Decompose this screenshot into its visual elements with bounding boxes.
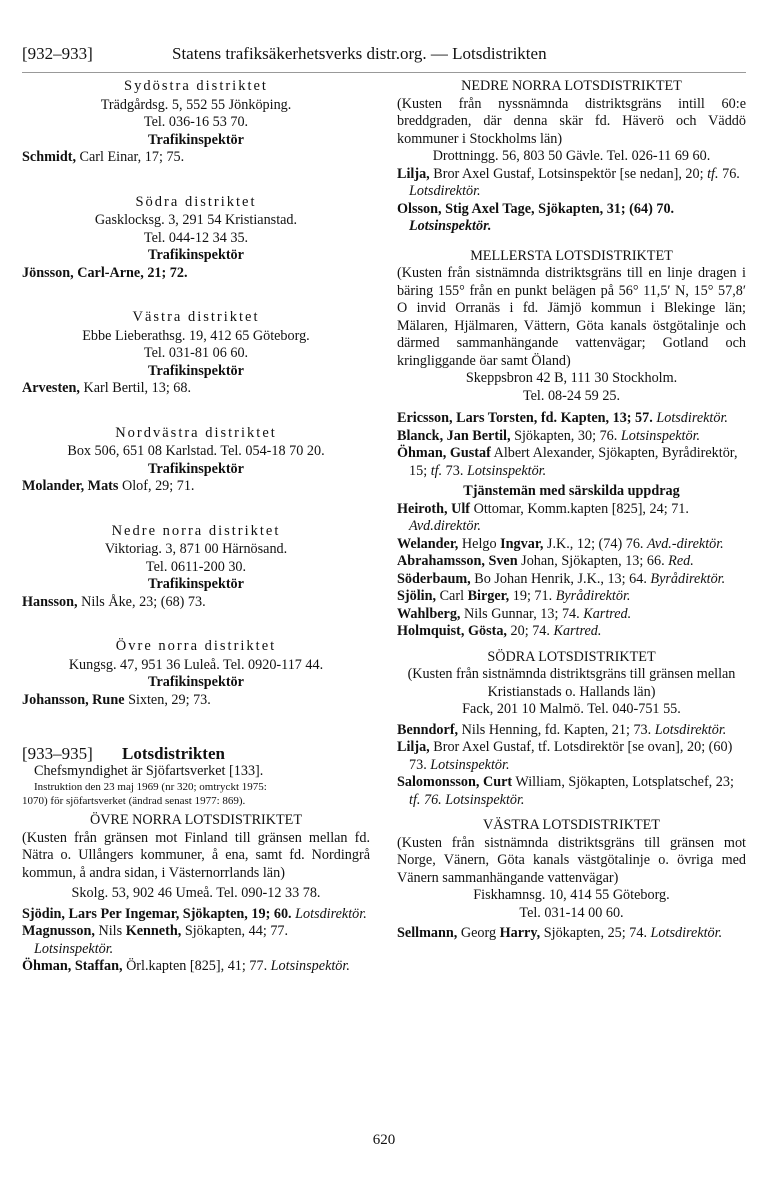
person-title: Avd.direktör.	[409, 518, 481, 534]
person-title: Lotsinspektör.	[620, 427, 701, 444]
person-title: Byrådirektör.	[650, 570, 726, 587]
person-details: Georg	[457, 925, 500, 941]
person-name-part: Ingvar,	[500, 535, 544, 552]
instruction-line-1: Instruktion den 23 maj 1969 (nr 320; omtryckt 1975:	[34, 781, 267, 793]
district-address: Fack, 201 10 Malmö. Tel. 040-751 55.	[462, 701, 681, 717]
person-entry	[397, 501, 746, 536]
running-header	[22, 44, 746, 68]
person-name: Benndorf,	[397, 721, 459, 738]
district-block	[22, 194, 370, 283]
person-details: Johan, Sjökapten, 13; 66.	[517, 553, 669, 569]
person-entry	[397, 606, 746, 624]
person-name: Abrahamsson, Sven	[397, 553, 518, 569]
person-details: 19; 71.	[509, 588, 556, 604]
district-person	[22, 594, 370, 612]
district-description: (Kusten från sistnämnda distriktsgräns till gränsen mot Norge, Vänern, Göta kanals västgötalinje o. övriga med Vänern sammanhängande vattenvägar)	[397, 834, 746, 886]
person-title: Lotsinspektör.	[466, 462, 547, 479]
section-number: [933–935]	[22, 744, 93, 763]
person-details: Bo Johan Henrik, J.K., 13; 64.	[470, 570, 651, 587]
person-name: Lilja,	[397, 165, 430, 182]
district-name: Nedre norra distriktet	[111, 522, 281, 539]
district-role: Trafikinspektör	[148, 674, 244, 690]
district-description: (Kusten från gränsen mot Finland till gränsen mellan fd. Nätra o. Ullångers kommuner, å ena, samt fd. Nordingrå kommun, å andra sidan, i Västernorrlands län)	[22, 829, 370, 881]
district-block	[22, 523, 370, 612]
district-person	[22, 692, 370, 710]
person-name: Holmquist, Gösta,	[397, 623, 507, 639]
person-entry	[397, 553, 746, 571]
district-address: Box 506, 651 08 Karlstad. Tel. 054-18 70 20.	[67, 443, 325, 459]
page-range: [932–933]	[22, 44, 93, 63]
person-name: Jönsson, Carl-Arne, 21; 72.	[22, 264, 188, 281]
section-lotsdistrikten	[22, 745, 370, 976]
person-title: Red.	[668, 553, 694, 569]
district-role: Trafikinspektör	[148, 576, 244, 592]
district-role: Trafikinspektör	[148, 460, 244, 477]
person-title: Lotsdirektör.	[409, 183, 481, 199]
person-name: Öhman, Gustaf	[397, 445, 491, 461]
person-title: Lotsinspektör.	[270, 958, 350, 974]
person-name: Sjölin,	[397, 588, 437, 604]
person-details: 20; 74.	[506, 623, 554, 639]
person-entry	[22, 958, 370, 976]
district-address: Kungsg. 47, 951 36 Luleå. Tel. 0920-117 44.	[68, 656, 324, 673]
person-details: J.K., 12; (74) 76.	[543, 535, 648, 552]
chef-line: Chefsmyndighet är Sjöfartsverket [133].	[34, 762, 264, 779]
person-details: Bror Axel Gustaf, tf. Lotsdirektör [se ovan], 20; (60) 73.	[409, 739, 733, 773]
person-name: Schmidt,	[22, 149, 76, 165]
person-details: Sjökapten, 25; 74.	[540, 925, 651, 941]
person-details: Albert Alexander, Sjökapten, Byrådirektör, 15;	[409, 445, 738, 479]
person-name: Ericsson, Lars Torsten, fd. Kapten, 13; 57.	[397, 410, 653, 426]
person-details: Sjökapten, 44; 77.	[181, 923, 289, 939]
district-heading: ÖVRE NORRA LOTSDISTRIKTET	[89, 812, 303, 828]
person-title: Lotsdirektör.	[295, 905, 367, 922]
district-description: (Kusten från sistnämnda distriktsgräns till gränsen mellan Kristianstads o. Hallands län)	[407, 666, 736, 700]
district-tel: Tel. 0611-200 30.	[145, 558, 247, 575]
district-role: Trafikinspektör	[148, 131, 244, 148]
district-address: Ebbe Lieberathsg. 19, 412 65 Göteborg.	[82, 327, 310, 344]
subheading: Tjänstemän med särskilda uppdrag	[463, 483, 680, 499]
person-details: Örl.kapten [825], 41; 77.	[122, 958, 271, 974]
person-name: Welander,	[397, 535, 459, 552]
person-name: Söderbaum,	[397, 570, 471, 587]
person-details: Nils Gunnar, 13; 74.	[460, 605, 584, 622]
district-person	[22, 149, 370, 167]
person-details: Bror Axel Gustaf, Lotsinspektör [se nedan], 20;	[429, 165, 708, 182]
district-block	[22, 78, 370, 167]
person-details: Helgo	[458, 535, 501, 552]
district-address: Drottningg. 56, 803 50 Gävle. Tel. 026-11 69 60.	[432, 148, 711, 164]
person-entry	[397, 201, 746, 236]
right-column	[397, 78, 746, 943]
person-name: Molander, Mats	[22, 478, 119, 494]
district-name: Nordvästra distriktet	[115, 424, 277, 441]
person-title: Kartred.	[553, 623, 602, 639]
person-entry	[397, 623, 746, 641]
person-name: Sjödin, Lars Per Ingemar, Sjökapten, 19; 60.	[22, 905, 292, 922]
person-name: Johansson, Rune	[22, 691, 125, 708]
person-name: Hansson,	[22, 593, 78, 610]
district-tel: Tel. 031-14 00 60.	[519, 904, 624, 921]
district-person	[22, 478, 370, 496]
person-name: Öhman, Staffan,	[22, 958, 123, 974]
district-name: Sydöstra distriktet	[124, 78, 268, 94]
person-details: Nils	[94, 923, 126, 939]
district-tel: Tel. 031-81 06 60.	[143, 345, 249, 361]
district-tel: Tel. 08-24 59 25.	[522, 387, 621, 404]
person-entry	[397, 571, 746, 589]
section-heading	[22, 745, 370, 763]
person-name: Magnusson,	[22, 923, 95, 939]
district-address: Fiskhamnsg. 10, 414 55 Göteborg.	[473, 887, 670, 903]
district-name: Västra distriktet	[132, 309, 260, 325]
person-details: Sjökapten, 30; 76.	[510, 427, 621, 444]
district-address: Trädgårdsg. 5, 552 55 Jönköping.	[100, 96, 292, 113]
district-block	[22, 425, 370, 496]
person-details: Sixten, 29; 73.	[124, 691, 211, 708]
person-entry	[397, 774, 746, 809]
district-description: (Kusten från nyssnämnda distriktsgräns intill 60:e breddgraden, där denna skär fd. Häverö och Väddö kommuner i Stockholms län)	[397, 95, 746, 147]
person-entry	[397, 722, 746, 740]
instruction-line-2: 1070) för sjöfartsverket (ändrad senast 1977: 869).	[22, 795, 246, 807]
person-title: Lotsinspektör.	[34, 940, 114, 957]
section-title: Lotsdistrikten	[122, 744, 225, 763]
person-name: Arvesten,	[22, 380, 80, 396]
person-details: William, Sjökapten, Lotsplatschef, 23;	[512, 774, 734, 790]
person-details: Karl Bertil, 13; 68.	[79, 380, 192, 396]
person-name: Sellmann,	[397, 925, 458, 941]
person-name: Heiroth, Ulf	[397, 500, 471, 517]
person-entry	[397, 536, 746, 554]
district-person	[22, 265, 370, 283]
district-heading: MELLERSTA LOTSDISTRIKTET	[470, 247, 673, 264]
person-details: Nils Henning, fd. Kapten, 21; 73.	[458, 721, 655, 738]
district-tel: Tel. 044-12 34 35.	[143, 229, 249, 246]
person-details: Carl	[436, 588, 468, 604]
person-title: Lotsdirektör.	[650, 925, 723, 941]
person-year: 76.	[718, 165, 740, 182]
person-details: Nils Åke, 23; (68) 73.	[77, 593, 206, 610]
person-entry	[22, 906, 370, 924]
person-name: Blanck, Jan Bertil,	[397, 427, 511, 444]
person-entry	[397, 166, 746, 201]
person-title: tf. 76. Lotsinspektör.	[409, 791, 525, 808]
person-title: Lotsdirektör.	[654, 721, 727, 738]
person-name: Lilja,	[397, 739, 430, 755]
person-title: Lotsinspektör.	[409, 218, 492, 234]
person-title: Lotsinspektör.	[430, 756, 510, 773]
district-heading: NEDRE NORRA LOTSDISTRIKTET	[461, 78, 682, 94]
person-entry	[397, 925, 746, 943]
district-block	[22, 638, 370, 709]
person-year: 73.	[442, 462, 467, 479]
person-details: Olof, 29; 71.	[118, 478, 195, 494]
person-entry	[397, 588, 746, 606]
person-title: Byrådirektör.	[555, 588, 631, 604]
person-details: Carl Einar, 17; 75.	[76, 149, 185, 165]
person-name: Olsson, Stig Axel Tage, Sjökapten, 31; (64) 70.	[397, 200, 675, 217]
person-title: Lotsdirektör.	[652, 410, 728, 426]
district-tel: Tel. 036-16 53 70.	[143, 114, 249, 130]
person-entry	[22, 923, 370, 958]
person-entry	[397, 410, 746, 428]
district-role: Trafikinspektör	[148, 362, 244, 379]
district-description: (Kusten från sistnämnda distriktsgräns till en linje dragen i bäring 155° från en punkt belägen på 56° 11,5′ N, 15° 57,8′ O invid Orranäs i fd. Jämjö kommun i Blekinge län; Mälaren, Hjälmaren, Vättern, Göta kanals östgötalinje och därmed sammanhängande vattenvägar; Gotland och kringliggande öar samt Öland)	[397, 265, 746, 369]
left-column	[22, 78, 370, 976]
person-entry	[397, 445, 746, 480]
district-person	[22, 380, 370, 398]
district-heading: VÄSTRA LOTSDISTRIKTET	[483, 817, 660, 833]
district-address: Skeppsbron 42 B, 111 30 Stockholm.	[465, 370, 678, 386]
header-title: Statens trafiksäkerhetsverks distr.org. — Lotsdistrikten	[172, 44, 547, 63]
district-block	[22, 309, 370, 398]
page-number: 620	[372, 1132, 396, 1148]
header-rule	[22, 72, 746, 73]
person-title: Avd.-direktör.	[647, 535, 724, 552]
district-address: Gasklocksg. 3, 291 54 Kristianstad.	[94, 212, 298, 228]
district-address: Viktoriag. 3, 871 00 Härnösand.	[104, 541, 288, 557]
person-name: Salomonsson, Curt	[397, 774, 513, 790]
person-entry	[397, 428, 746, 446]
person-name: Wahlberg,	[397, 605, 461, 622]
district-name: Södra distriktet	[135, 193, 257, 210]
person-title: Kartred.	[583, 605, 632, 622]
person-tf: tf.	[430, 462, 443, 479]
district-name: Övre norra distriktet	[115, 638, 277, 654]
district-address: Skolg. 53, 902 46 Umeå. Tel. 090-12 33 78.	[71, 885, 321, 901]
person-tf: tf.	[707, 165, 719, 182]
person-entry	[397, 739, 746, 774]
person-name-part: Birger,	[467, 588, 510, 604]
person-name-part: Harry,	[499, 925, 541, 941]
person-details: Ottomar, Komm.kapten [825], 24; 71.	[470, 500, 689, 517]
person-name-part: Kenneth,	[125, 923, 182, 939]
district-role: Trafikinspektör	[148, 247, 244, 263]
district-heading: SÖDRA LOTSDISTRIKTET	[487, 648, 656, 665]
